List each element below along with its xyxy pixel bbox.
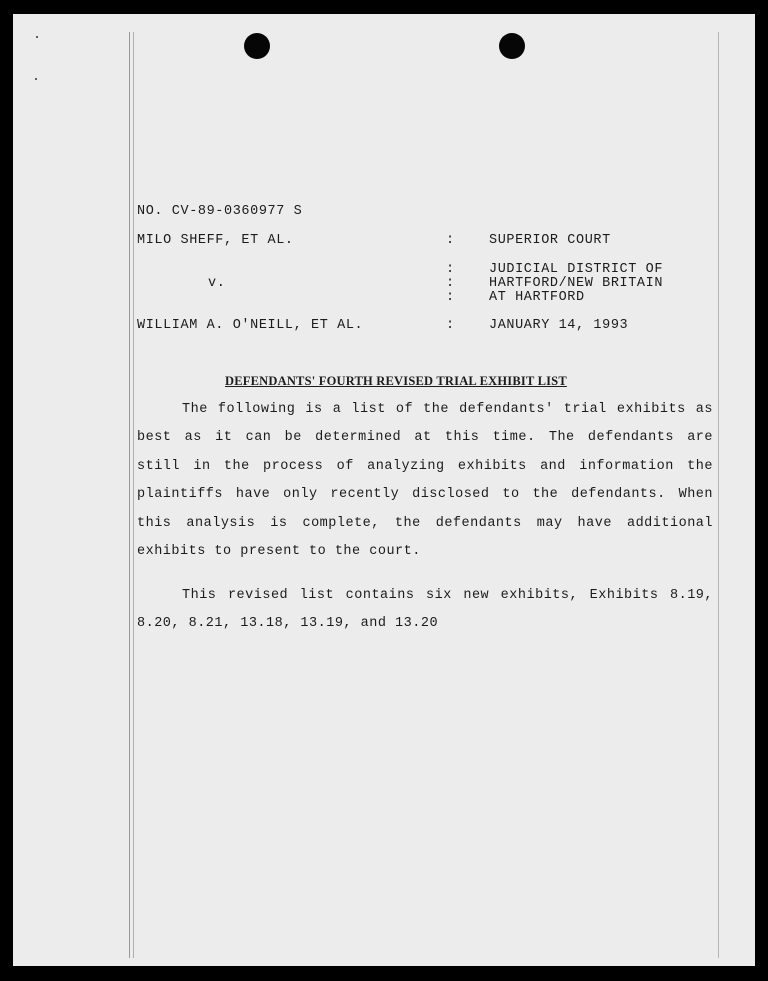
body-paragraph-1: The following is a list of the defendants' trial exhibits as best as it can be determined at this time. The defendants are still in the process of analyzing exhibits and information the plaintiffs have only recently disclosed to the defendants. When this analysis is complete, the defendants may have additional exhibits to present to the court. [137, 402, 713, 560]
defendant-name: WILLIAM A. O'NEILL, ET AL. [137, 318, 364, 333]
versus-label: v. [208, 276, 226, 291]
punch-hole-left [244, 33, 270, 59]
caption-colon: : [446, 318, 455, 333]
left-margin-line [129, 32, 130, 958]
caption-colon: : [446, 262, 455, 277]
document-title: DEFENDANTS' FOURTH REVISED TRIAL EXHIBIT LIST [225, 374, 567, 388]
left-margin-line-2 [133, 32, 134, 958]
right-margin-line [718, 32, 719, 958]
punch-hole-right [499, 33, 525, 59]
district-line-1: JUDICIAL DISTRICT OF [489, 262, 664, 277]
caption-colon: : [446, 290, 455, 305]
filing-date: JANUARY 14, 1993 [489, 318, 629, 333]
scan-speck [36, 36, 38, 38]
caption-colon: : [446, 233, 455, 248]
case-number: NO. CV-89-0360977 S [137, 204, 303, 219]
scan-speck [35, 78, 37, 80]
caption-colon: : [446, 276, 455, 291]
plaintiff-name: MILO SHEFF, ET AL. [137, 233, 294, 248]
court-name: SUPERIOR COURT [489, 233, 611, 248]
district-line-2: HARTFORD/NEW BRITAIN [489, 276, 664, 291]
district-line-3: AT HARTFORD [489, 290, 585, 305]
document-page [13, 14, 755, 966]
body-paragraph-2: This revised list contains six new exhibits, Exhibits 8.19, 8.20, 8.21, 13.18, 13.19, and 13.20 [137, 588, 713, 632]
